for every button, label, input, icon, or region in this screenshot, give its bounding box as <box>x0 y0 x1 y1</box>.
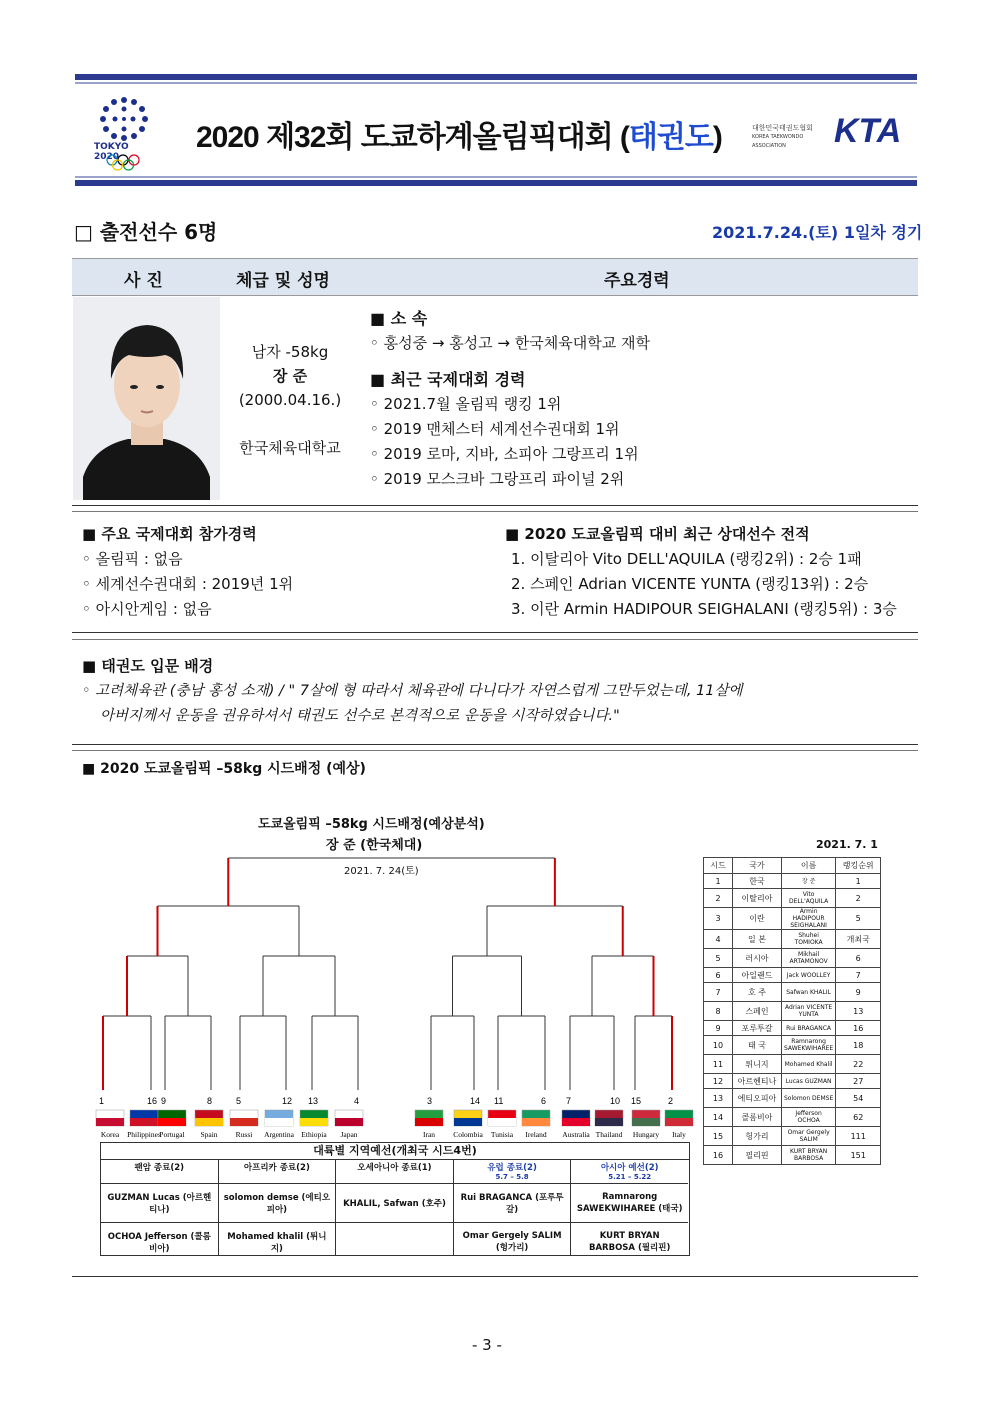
country-label: Spain <box>200 1130 218 1139</box>
seed-cell: Safwan KHALIL <box>782 983 836 1002</box>
seed-cell: Solomon DEMSE <box>782 1089 836 1108</box>
background-line1: ◦ 고려체육관 (충남 홍성 소재) / " 7살에 형 따라서 체육관에 다니다가 자연스럽게 그만두었는데, 11살에 <box>82 683 743 699</box>
seed-row <box>704 1036 881 1055</box>
header-rule-top <box>75 74 917 80</box>
seed-number: 14 <box>470 1096 481 1106</box>
seed-cell: Adrian VICENTE YUNTA <box>782 1002 836 1021</box>
background-heading: ■ 태권도 입문 배경 <box>82 657 214 675</box>
seed-row <box>704 949 881 968</box>
seed-cell: 이탈리아 <box>733 889 782 908</box>
seed-cell: 4 <box>704 930 733 949</box>
opponent-item: 2. 스페인 Adrian VICENTE YUNTA (랭킹13위) : 2승 <box>511 575 869 593</box>
flag-icon <box>632 1118 660 1126</box>
seed-cell: 이란 <box>733 908 782 930</box>
region-title: 대륙별 지역예선(개최국 시드4번) <box>100 1142 690 1160</box>
region-name: 오세아니아 종료(1) <box>357 1163 432 1173</box>
seed-cell: Omar Gergely SALIM <box>782 1127 836 1146</box>
seed-row <box>704 908 881 930</box>
affiliation-block <box>370 306 650 356</box>
seed-row <box>704 1089 881 1108</box>
region-cell <box>571 1183 688 1222</box>
divider <box>72 1276 918 1277</box>
flag-icon <box>595 1118 623 1126</box>
region-cell <box>571 1222 688 1261</box>
seed-row <box>704 874 881 889</box>
seed-cell: 8 <box>704 1002 733 1021</box>
th-career: 주요경력 <box>604 271 670 291</box>
region-dates: 5.7 – 5.8 <box>495 1173 529 1181</box>
country-label: Korea <box>100 1130 120 1139</box>
recent-heading: ■ 최근 국제대회 경력 <box>370 370 526 389</box>
recent-item: ◦ 2019 로마, 지바, 소피아 그랑프리 1위 <box>370 445 639 463</box>
header-rule-top-thin <box>75 82 917 84</box>
seed-number: 16 <box>147 1096 158 1106</box>
seed-cell: 일 본 <box>733 930 782 949</box>
region-player: Mohamed khalil (튀니지) <box>227 1232 327 1254</box>
seed-number: 10 <box>610 1096 621 1106</box>
seed-cell: 2 <box>704 889 733 908</box>
seed-cell: Shuhei TOMIOKA <box>782 930 836 949</box>
flag-icon <box>454 1118 482 1126</box>
bracket-title: 도쿄올림픽 –58kg 시드배정(예상분석) <box>258 817 485 832</box>
country-label: Australia <box>562 1130 590 1139</box>
flag-icon <box>96 1118 124 1126</box>
page-number: - 3 - <box>472 1336 502 1354</box>
bracket-diagram <box>90 850 700 1140</box>
seed-cell: 아르헨티나 <box>733 1074 782 1089</box>
flag-icon <box>230 1118 258 1126</box>
seed-th: 랭킹순위 <box>836 858 881 874</box>
seed-number: 2 <box>668 1096 674 1106</box>
seed-row <box>704 930 881 949</box>
affiliation-text: ◦ 홍성중 → 홍성고 → 한국체육대학교 재학 <box>370 334 650 352</box>
seed-cell: 14 <box>704 1108 733 1127</box>
country-label: Argentina <box>264 1130 294 1139</box>
region-player: Omar Gergely SALIM (헝가리) <box>462 1231 562 1253</box>
flag-icon <box>195 1118 223 1126</box>
seed-cell: 7 <box>836 968 881 983</box>
kta-logo-text: KTA <box>834 112 902 150</box>
divider <box>72 632 918 633</box>
seed-row <box>704 983 881 1002</box>
table-date: 2021. 7. 1 <box>816 838 878 851</box>
recent-item: ◦ 2019 모스크바 그랑프리 파이널 2위 <box>370 470 625 488</box>
seed-cell: Rui BRAGANCA <box>782 1021 836 1036</box>
seed-cell: 호 주 <box>733 983 782 1002</box>
region-cell <box>101 1222 218 1261</box>
seed-cell: 9 <box>836 983 881 1002</box>
bracket-date: 2021. 7. 24(토) <box>344 866 419 877</box>
divider <box>72 639 918 640</box>
region-column <box>101 1159 219 1255</box>
flag-icon <box>665 1118 693 1126</box>
opponents-heading: ■ 2020 도쿄올림픽 대비 최근 상대선수 전적 <box>505 525 810 543</box>
seed-row <box>704 1127 881 1146</box>
title-highlight: 태권도 <box>628 121 713 154</box>
seed-cell: 6 <box>704 968 733 983</box>
country-label: Iran <box>422 1130 436 1139</box>
athlete-name: 장 준 <box>272 367 308 385</box>
seed-cell: 6 <box>836 949 881 968</box>
seed-cell: Lucas GUZMAN <box>782 1074 836 1089</box>
seed-cell: 3 <box>704 908 733 930</box>
seed-cell: 스페인 <box>733 1002 782 1021</box>
country-label: Portugal <box>159 1130 185 1139</box>
flag-icon <box>488 1118 516 1126</box>
region-cell <box>336 1222 453 1261</box>
country-label: Ireland <box>525 1130 547 1139</box>
opponents-block <box>505 522 897 622</box>
flag-icon <box>415 1118 443 1126</box>
th-photo: 사 진 <box>124 271 163 291</box>
seed-th: 이름 <box>782 858 836 874</box>
seed-row <box>704 1146 881 1165</box>
seed-number: 1 <box>99 1096 105 1106</box>
athlete-school: 한국체육대학교 <box>239 439 341 457</box>
seed-row <box>704 1055 881 1074</box>
seed-cell: 2 <box>836 889 881 908</box>
seed-cell: Armin HADIPOUR SEIGHALANI <box>782 908 836 930</box>
region-player: GUZMAN Lucas (아르헨티나) <box>107 1193 212 1215</box>
seed-number: 7 <box>566 1096 572 1106</box>
region-dates: 5.21 – 5.22 <box>608 1173 652 1181</box>
seed-number: 11 <box>494 1096 504 1106</box>
seed-number: 12 <box>282 1096 293 1106</box>
recent-item: ◦ 2019 맨체스터 세계선수권대회 1위 <box>370 420 620 438</box>
seed-number: 13 <box>308 1096 319 1106</box>
header-rule-bottom <box>75 180 917 186</box>
seed-cell: 15 <box>704 1127 733 1146</box>
region-cell <box>336 1183 453 1222</box>
athlete-birth: (2000.04.16.) <box>238 391 342 409</box>
background-block <box>82 654 902 729</box>
seed-cell: Mikhail ARTAMONOV <box>782 949 836 968</box>
seed-cell: 에티오피아 <box>733 1089 782 1108</box>
seed-cell: Vito DELL'AQUILA <box>782 889 836 908</box>
seed-cell: 헝가리 <box>733 1127 782 1146</box>
region-cell <box>454 1183 571 1222</box>
seed-row <box>704 1021 881 1036</box>
bracket-subtitle: 장 준 (한국체대) <box>326 838 423 853</box>
affiliation-heading: ■ 소 속 <box>370 309 428 328</box>
country-label: Tunisia <box>490 1130 514 1139</box>
flag-icon <box>335 1118 363 1126</box>
region-player: solomon demse (에티오피아) <box>223 1193 331 1215</box>
flag-icon <box>265 1118 293 1126</box>
major-block <box>82 522 293 622</box>
tokyo-2020-logo <box>92 92 156 174</box>
seed-cell: 튀니지 <box>733 1055 782 1074</box>
section-title: □ 출전선수 6명 <box>74 220 218 244</box>
seed-cell: 16 <box>836 1021 881 1036</box>
seed-number: 9 <box>161 1096 167 1106</box>
divider <box>72 511 918 512</box>
seed-cell: 포루투갈 <box>733 1021 782 1036</box>
opponent-item: 1. 이탈리아 Vito DELL'AQUILA (랭킹2위) : 2승 1패 <box>511 550 862 568</box>
header-rule-bottom-thin <box>75 176 917 178</box>
flag-icon <box>562 1118 590 1126</box>
region-column <box>454 1159 572 1255</box>
seed-number: 4 <box>354 1096 360 1106</box>
region-player: KURT BRYAN BARBOSA (필리핀) <box>589 1231 671 1253</box>
seed-cell: 필리핀 <box>733 1146 782 1165</box>
seed-cell: 장 준 <box>782 874 836 889</box>
kta-org-name-en: KOREA TAEKWONDO ASSOCIATION <box>752 134 804 149</box>
seed-cell: Mohamed Khalil <box>782 1055 836 1074</box>
athlete-weight: 남자 -58kg <box>251 343 329 361</box>
seed-cell: 18 <box>836 1036 881 1055</box>
seed-cell: 16 <box>704 1146 733 1165</box>
tokyo-2020-logo-text: TOKYO 2020 <box>94 142 129 162</box>
seed-number: 3 <box>427 1096 433 1106</box>
region-column <box>219 1159 337 1255</box>
region-dates <box>101 1173 218 1181</box>
seed-cell: 151 <box>836 1146 881 1165</box>
seed-cell: 27 <box>836 1074 881 1089</box>
major-item: ◦ 올림픽 : 없음 <box>82 550 183 568</box>
region-cell <box>454 1222 571 1261</box>
seed-cell: 5 <box>704 949 733 968</box>
seed-th: 시드 <box>704 858 733 874</box>
table-header <box>72 258 918 296</box>
seed-table <box>703 857 881 1165</box>
region-name: 유럽 종료(2) <box>487 1163 537 1173</box>
seed-row <box>704 1002 881 1021</box>
country-label: Thailand <box>595 1130 623 1139</box>
seed-cell: 태 국 <box>733 1036 782 1055</box>
seed-cell: 22 <box>836 1055 881 1074</box>
region-cell <box>219 1222 336 1261</box>
athlete-photo <box>73 297 220 500</box>
divider <box>72 744 918 745</box>
seed-cell: 12 <box>704 1074 733 1089</box>
country-label: Colombia <box>453 1130 483 1139</box>
seed-cell: 한국 <box>733 874 782 889</box>
seed-cell: 러시아 <box>733 949 782 968</box>
region-player: KHALIL, Safwan (호주) <box>343 1199 446 1209</box>
seed-cell: Ramnarong SAWEKWIHAREE <box>782 1036 836 1055</box>
seed-cell: 1 <box>704 874 733 889</box>
athlete-info <box>228 340 352 460</box>
region-name: 팬암 종료(2) <box>134 1163 185 1173</box>
flag-icon <box>158 1118 186 1126</box>
seed-cell: 콜롬비아 <box>733 1108 782 1127</box>
seed-cell: 1 <box>836 874 881 889</box>
major-item: ◦ 아시안게임 : 없음 <box>82 600 212 618</box>
recent-item: ◦ 2021.7월 올림픽 랭킹 1위 <box>370 395 562 413</box>
seed-cell: 개최국 <box>836 930 881 949</box>
seed-th: 국가 <box>733 858 782 874</box>
major-item: ◦ 세계선수권대회 : 2019년 1위 <box>82 575 294 593</box>
recent-block <box>370 367 639 492</box>
seed-number: 15 <box>631 1096 642 1106</box>
divider <box>72 505 918 506</box>
flag-icon <box>522 1118 550 1126</box>
seed-cell: 13 <box>836 1002 881 1021</box>
region-dates <box>219 1173 336 1181</box>
region-cell <box>101 1183 218 1222</box>
seed-cell: 5 <box>836 908 881 930</box>
region-player: OCHOA Jefferson (콜롬비아) <box>107 1232 211 1254</box>
seed-number: 6 <box>541 1096 547 1106</box>
region-player: Rui BRAGANCA (포루투갈) <box>460 1193 564 1215</box>
seed-number: 8 <box>207 1096 213 1106</box>
region-name: 아시아 예선(2) <box>600 1163 659 1173</box>
seed-number: 5 <box>236 1096 242 1106</box>
seed-cell: 7 <box>704 983 733 1002</box>
seed-heading: ■ 2020 도쿄올림픽 –58kg 시드배정 (예상) <box>82 761 366 777</box>
seed-cell: 111 <box>836 1127 881 1146</box>
region-player: Ramnarong SAWEKWIHAREE (태국) <box>576 1192 683 1214</box>
seed-cell: 9 <box>704 1021 733 1036</box>
opponent-item: 3. 이란 Armin HADIPOUR SEIGHALANI (랭킹5위) : 3승 <box>511 600 897 618</box>
seed-row <box>704 1074 881 1089</box>
th-weight-name: 체급 및 성명 <box>236 271 330 291</box>
country-label: Ethiopia <box>301 1130 327 1139</box>
country-label: Hungary <box>632 1130 660 1139</box>
seed-cell: 아일랜드 <box>733 968 782 983</box>
seed-row <box>704 1108 881 1127</box>
country-label: Russi <box>235 1130 253 1139</box>
seed-cell: Jefferson OCHOA <box>782 1108 836 1127</box>
seed-cell: 54 <box>836 1089 881 1108</box>
seed-cell: 11 <box>704 1055 733 1074</box>
divider <box>72 750 918 751</box>
seed-cell: 62 <box>836 1108 881 1127</box>
seed-cell: KURT BRYAN BARBOSA <box>782 1146 836 1165</box>
flag-icon <box>130 1118 158 1126</box>
country-label: Philippines <box>127 1130 161 1139</box>
region-column <box>336 1159 454 1255</box>
title-suffix: ) <box>712 121 722 154</box>
region-column <box>571 1159 688 1255</box>
match-date: 2021.7.24.(토) 1일차 경기 <box>712 223 923 242</box>
region-cell <box>219 1183 336 1222</box>
kta-org-name: 대한민국태권도협회 <box>752 124 813 132</box>
region-name: 아프리카 종료(2) <box>243 1163 310 1173</box>
flag-icon <box>300 1118 328 1126</box>
seed-cell: 13 <box>704 1089 733 1108</box>
seed-row <box>704 889 881 908</box>
title-prefix: 2020 제32회 도쿄하계올림픽대회 ( <box>196 121 629 154</box>
major-heading: ■ 주요 국제대회 참가경력 <box>82 525 257 543</box>
region-table <box>100 1142 688 1256</box>
country-label: Japan <box>340 1130 358 1139</box>
country-label: Italy <box>672 1130 686 1139</box>
background-line2: 아버지께서 운동을 권유하셔서 태권도 선수로 본격적으로 운동을 시작하였습니다." <box>100 708 620 724</box>
page-title <box>196 112 722 156</box>
seed-cell: Jack WOOLLEY <box>782 968 836 983</box>
region-dates <box>336 1173 453 1181</box>
seed-cell: 10 <box>704 1036 733 1055</box>
seed-row <box>704 968 881 983</box>
